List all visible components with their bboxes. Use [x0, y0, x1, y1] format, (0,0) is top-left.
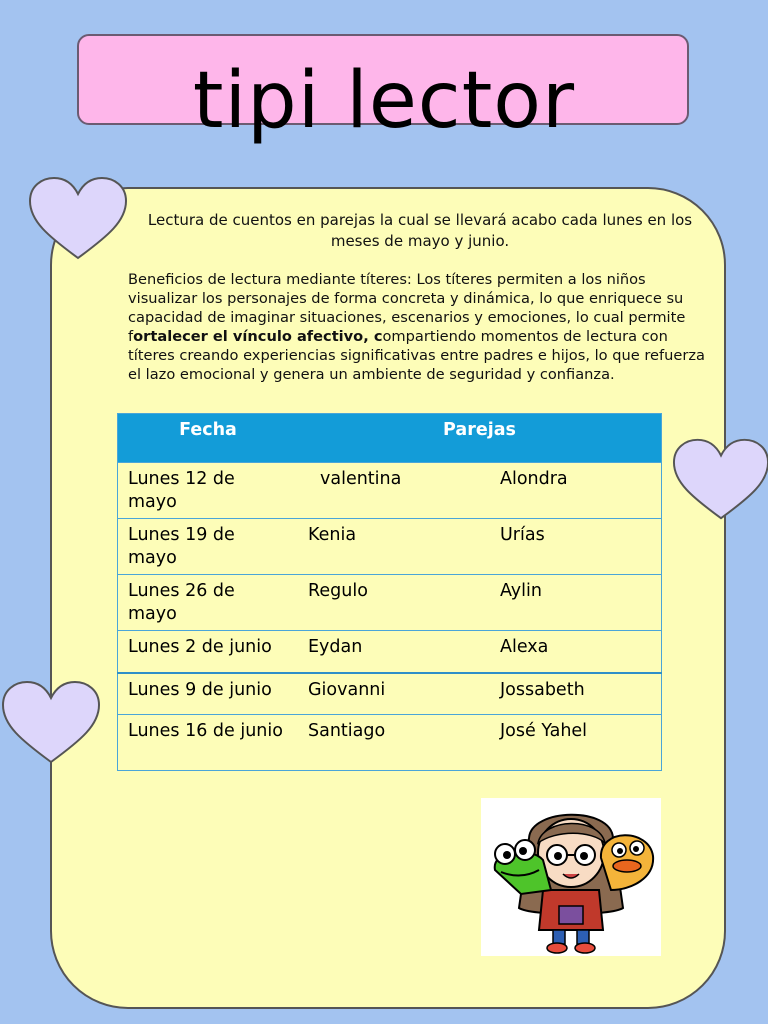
schedule-table	[117, 413, 662, 771]
intro-text: Lectura de cuentos en parejas la cual se llevará acabo cada lunes en los meses de mayo y junio.	[147, 211, 693, 250]
header-date: Fecha	[118, 414, 299, 463]
table-row	[118, 463, 662, 519]
table-row	[118, 575, 662, 631]
partner-a-cell: Kenia	[298, 519, 490, 575]
partner-a-cell: Giovanni	[298, 673, 490, 715]
partner-b-cell: Jossabeth	[490, 673, 662, 715]
date-cell: Lunes 12 de mayo	[118, 463, 299, 519]
partner-a-cell: Eydan	[298, 631, 490, 673]
heart-icon	[0, 680, 102, 766]
partner-b-cell: Alexa	[490, 631, 662, 673]
partner-b-cell: José Yahel	[490, 715, 662, 771]
benefits-text-end: ompartiendo momentos de lectura con títeres creando experiencias significativas entre padres e hijos, lo que refuerza el lazo emocional y genera un ambiente de seguridad y confianza.	[128, 328, 705, 383]
table-row	[118, 519, 662, 575]
header-pairs: Parejas	[298, 414, 662, 463]
partner-a-cell: valentina	[298, 463, 490, 519]
date-cell: Lunes 16 de junio	[118, 715, 299, 771]
benefits-bold-text: ortalecer el vínculo afectivo, c	[133, 328, 383, 345]
date-cell: Lunes 2 de junio	[118, 631, 299, 673]
partner-a-cell: Santiago	[298, 715, 490, 771]
date-cell: Lunes 9 de junio	[118, 673, 299, 715]
partner-b-cell: Urías	[490, 519, 662, 575]
date-cell: Lunes 19 de mayo	[118, 519, 299, 575]
partner-b-cell: Aylin	[490, 575, 662, 631]
table-row	[118, 673, 662, 715]
date-cell: Lunes 26 de mayo	[118, 575, 299, 631]
table-row	[118, 631, 662, 673]
page-title: tipi lector	[192, 56, 576, 146]
partner-b-cell: Alondra	[490, 463, 662, 519]
heart-icon	[27, 176, 129, 262]
teacher-puppets-illustration	[481, 798, 661, 956]
table-row	[118, 715, 662, 771]
benefits-paragraph	[128, 270, 708, 384]
heart-icon	[672, 437, 768, 523]
benefits-text: Beneficios de lectura mediante títeres: Los títeres permiten a los niños visualizar los personajes de forma concreta y dinámica, lo que enriquece su capacidad de imaginar situaciones, escenarios y emociones, lo cual permite f	[128, 271, 686, 345]
partner-a-cell: Regulo	[298, 575, 490, 631]
